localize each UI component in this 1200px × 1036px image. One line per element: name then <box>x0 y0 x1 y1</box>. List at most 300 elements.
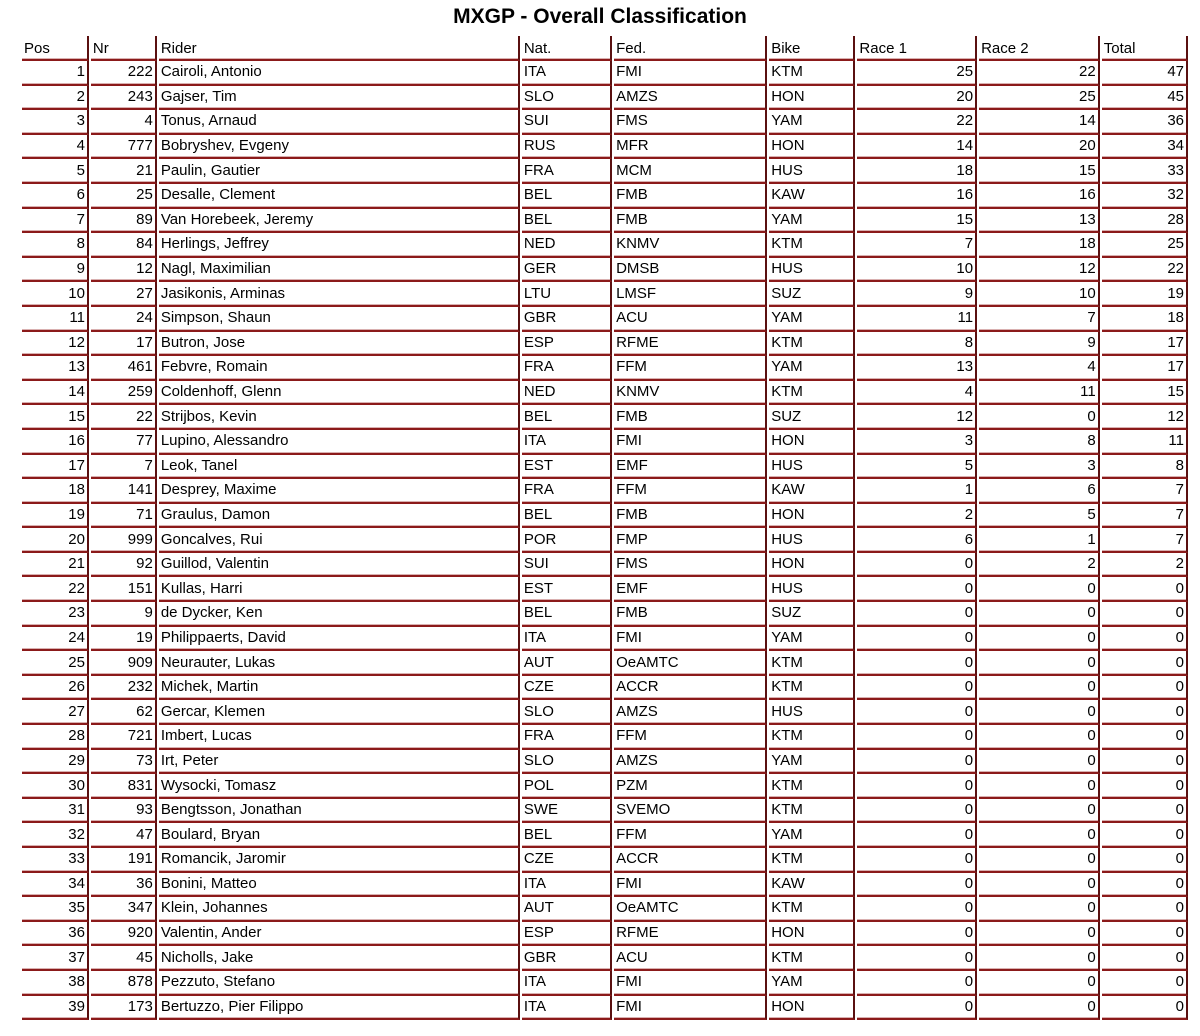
cell-race1: 11 <box>857 307 977 332</box>
cell-total: 0 <box>1102 971 1188 996</box>
cell-nat: CZE <box>522 848 612 873</box>
cell-race1: 20 <box>857 86 977 111</box>
cell-fed: FMI <box>614 627 767 652</box>
cell-fed: FMS <box>614 110 767 135</box>
table-row <box>22 823 1188 848</box>
cell-race2: 13 <box>979 209 1100 234</box>
cell-nat: NED <box>522 233 612 258</box>
cell-fed: OeAMTC <box>614 897 767 922</box>
cell-race2: 0 <box>979 922 1100 947</box>
column-header-pos: Pos <box>22 36 89 61</box>
cell-fed: ACU <box>614 946 767 971</box>
cell-fed: AMZS <box>614 750 767 775</box>
cell-nat: CZE <box>522 676 612 701</box>
cell-pos: 36 <box>22 922 89 947</box>
table-row <box>22 750 1188 775</box>
cell-total: 15 <box>1102 381 1188 406</box>
cell-rider: Leok, Tanel <box>159 455 520 480</box>
table-row <box>22 799 1188 824</box>
cell-nr: 62 <box>91 700 157 725</box>
cell-nr: 9 <box>91 602 157 627</box>
cell-nr: 45 <box>91 946 157 971</box>
cell-pos: 2 <box>22 86 89 111</box>
cell-race2: 11 <box>979 381 1100 406</box>
cell-race2: 0 <box>979 602 1100 627</box>
cell-fed: FMS <box>614 553 767 578</box>
cell-rider: Valentin, Ander <box>159 922 520 947</box>
cell-nat: AUT <box>522 651 612 676</box>
cell-nr: 77 <box>91 430 157 455</box>
cell-race2: 0 <box>979 700 1100 725</box>
cell-bike: YAM <box>769 209 855 234</box>
cell-pos: 16 <box>22 430 89 455</box>
cell-race1: 0 <box>857 725 977 750</box>
cell-nr: 878 <box>91 971 157 996</box>
cell-bike: HUS <box>769 528 855 553</box>
cell-pos: 3 <box>22 110 89 135</box>
cell-nr: 71 <box>91 504 157 529</box>
cell-bike: KTM <box>769 332 855 357</box>
cell-bike: HON <box>769 135 855 160</box>
cell-nr: 89 <box>91 209 157 234</box>
cell-pos: 34 <box>22 873 89 898</box>
cell-total: 19 <box>1102 282 1188 307</box>
cell-rider: Bengtsson, Jonathan <box>159 799 520 824</box>
cell-nat: SWE <box>522 799 612 824</box>
cell-race1: 0 <box>857 996 977 1021</box>
cell-fed: MCM <box>614 159 767 184</box>
cell-race1: 1 <box>857 479 977 504</box>
cell-race2: 20 <box>979 135 1100 160</box>
cell-pos: 13 <box>22 356 89 381</box>
cell-race2: 0 <box>979 405 1100 430</box>
cell-race2: 7 <box>979 307 1100 332</box>
cell-total: 0 <box>1102 750 1188 775</box>
cell-bike: KTM <box>769 61 855 86</box>
table-row <box>22 996 1188 1021</box>
cell-race2: 5 <box>979 504 1100 529</box>
table-row <box>22 356 1188 381</box>
cell-nr: 151 <box>91 577 157 602</box>
cell-race1: 9 <box>857 282 977 307</box>
cell-race1: 13 <box>857 356 977 381</box>
cell-nat: POL <box>522 774 612 799</box>
cell-race2: 0 <box>979 725 1100 750</box>
cell-pos: 25 <box>22 651 89 676</box>
cell-rider: Kullas, Harri <box>159 577 520 602</box>
cell-nat: SLO <box>522 750 612 775</box>
cell-nat: ITA <box>522 971 612 996</box>
cell-pos: 38 <box>22 971 89 996</box>
cell-bike: YAM <box>769 750 855 775</box>
cell-race1: 0 <box>857 577 977 602</box>
cell-fed: FFM <box>614 725 767 750</box>
cell-rider: Coldenhoff, Glenn <box>159 381 520 406</box>
cell-bike: KTM <box>769 774 855 799</box>
cell-bike: KTM <box>769 381 855 406</box>
cell-race2: 3 <box>979 455 1100 480</box>
table-row <box>22 332 1188 357</box>
cell-pos: 7 <box>22 209 89 234</box>
cell-nr: 36 <box>91 873 157 898</box>
cell-rider: Tonus, Arnaud <box>159 110 520 135</box>
table-row <box>22 553 1188 578</box>
cell-total: 0 <box>1102 577 1188 602</box>
cell-pos: 17 <box>22 455 89 480</box>
cell-bike: KTM <box>769 946 855 971</box>
cell-rider: Bertuzzo, Pier Filippo <box>159 996 520 1021</box>
cell-nat: BEL <box>522 184 612 209</box>
cell-bike: KTM <box>769 651 855 676</box>
page-title: MXGP - Overall Classification <box>453 5 747 28</box>
cell-rider: Boulard, Bryan <box>159 823 520 848</box>
cell-nat: FRA <box>522 725 612 750</box>
cell-rider: Gercar, Klemen <box>159 700 520 725</box>
cell-rider: Cairoli, Antonio <box>159 61 520 86</box>
cell-race2: 0 <box>979 823 1100 848</box>
cell-race2: 0 <box>979 750 1100 775</box>
cell-nat: BEL <box>522 405 612 430</box>
header-row <box>22 36 1188 61</box>
cell-race1: 0 <box>857 922 977 947</box>
cell-race2: 0 <box>979 799 1100 824</box>
cell-bike: HON <box>769 553 855 578</box>
table-row <box>22 627 1188 652</box>
column-header-race2: Race 2 <box>979 36 1100 61</box>
cell-total: 7 <box>1102 504 1188 529</box>
cell-nat: SUI <box>522 110 612 135</box>
cell-total: 22 <box>1102 258 1188 283</box>
cell-rider: Imbert, Lucas <box>159 725 520 750</box>
cell-pos: 9 <box>22 258 89 283</box>
cell-fed: FFM <box>614 823 767 848</box>
cell-pos: 24 <box>22 627 89 652</box>
cell-total: 12 <box>1102 405 1188 430</box>
cell-pos: 39 <box>22 996 89 1021</box>
cell-nr: 93 <box>91 799 157 824</box>
cell-total: 2 <box>1102 553 1188 578</box>
table-row <box>22 848 1188 873</box>
cell-rider: Irt, Peter <box>159 750 520 775</box>
cell-nat: RUS <box>522 135 612 160</box>
cell-race1: 0 <box>857 971 977 996</box>
cell-rider: Desprey, Maxime <box>159 479 520 504</box>
cell-pos: 31 <box>22 799 89 824</box>
cell-pos: 19 <box>22 504 89 529</box>
table-row <box>22 258 1188 283</box>
cell-nat: EST <box>522 577 612 602</box>
cell-nr: 21 <box>91 159 157 184</box>
cell-fed: EMF <box>614 577 767 602</box>
cell-pos: 6 <box>22 184 89 209</box>
cell-nr: 84 <box>91 233 157 258</box>
cell-total: 0 <box>1102 700 1188 725</box>
cell-rider: Simpson, Shaun <box>159 307 520 332</box>
cell-rider: Bobryshev, Evgeny <box>159 135 520 160</box>
cell-nr: 4 <box>91 110 157 135</box>
table-row <box>22 946 1188 971</box>
cell-rider: Guillod, Valentin <box>159 553 520 578</box>
cell-bike: HON <box>769 504 855 529</box>
cell-race1: 0 <box>857 553 977 578</box>
cell-race1: 0 <box>857 700 977 725</box>
cell-pos: 30 <box>22 774 89 799</box>
cell-rider: Philippaerts, David <box>159 627 520 652</box>
cell-nat: BEL <box>522 504 612 529</box>
cell-pos: 8 <box>22 233 89 258</box>
cell-bike: KTM <box>769 848 855 873</box>
cell-rider: Graulus, Damon <box>159 504 520 529</box>
cell-race2: 0 <box>979 848 1100 873</box>
cell-bike: YAM <box>769 971 855 996</box>
column-header-nr: Nr <box>91 36 157 61</box>
cell-nat: ITA <box>522 430 612 455</box>
cell-race1: 5 <box>857 455 977 480</box>
cell-total: 32 <box>1102 184 1188 209</box>
cell-pos: 11 <box>22 307 89 332</box>
cell-race2: 0 <box>979 946 1100 971</box>
table-row <box>22 430 1188 455</box>
column-header-nat: Nat. <box>522 36 612 61</box>
cell-fed: FFM <box>614 479 767 504</box>
cell-nr: 22 <box>91 405 157 430</box>
cell-rider: Gajser, Tim <box>159 86 520 111</box>
cell-fed: ACCR <box>614 848 767 873</box>
cell-total: 7 <box>1102 528 1188 553</box>
cell-nat: POR <box>522 528 612 553</box>
table-row <box>22 577 1188 602</box>
cell-race1: 4 <box>857 381 977 406</box>
cell-fed: FMI <box>614 873 767 898</box>
cell-nat: GBR <box>522 307 612 332</box>
cell-rider: Herlings, Jeffrey <box>159 233 520 258</box>
cell-bike: KTM <box>769 897 855 922</box>
cell-nat: FRA <box>522 159 612 184</box>
table-row <box>22 504 1188 529</box>
cell-rider: Nagl, Maximilian <box>159 258 520 283</box>
table-row <box>22 479 1188 504</box>
cell-rider: Strijbos, Kevin <box>159 405 520 430</box>
cell-nat: FRA <box>522 479 612 504</box>
cell-nat: SUI <box>522 553 612 578</box>
cell-fed: RFME <box>614 332 767 357</box>
cell-bike: HON <box>769 996 855 1021</box>
cell-pos: 14 <box>22 381 89 406</box>
cell-total: 8 <box>1102 455 1188 480</box>
cell-nr: 243 <box>91 86 157 111</box>
cell-bike: HON <box>769 86 855 111</box>
cell-rider: Goncalves, Rui <box>159 528 520 553</box>
cell-fed: FMI <box>614 971 767 996</box>
cell-race1: 0 <box>857 848 977 873</box>
table-row <box>22 405 1188 430</box>
cell-rider: Michek, Martin <box>159 676 520 701</box>
cell-bike: HON <box>769 922 855 947</box>
cell-race2: 15 <box>979 159 1100 184</box>
cell-bike: SUZ <box>769 405 855 430</box>
cell-pos: 37 <box>22 946 89 971</box>
cell-pos: 29 <box>22 750 89 775</box>
cell-fed: LMSF <box>614 282 767 307</box>
cell-race1: 16 <box>857 184 977 209</box>
cell-nat: NED <box>522 381 612 406</box>
cell-total: 0 <box>1102 774 1188 799</box>
table-row <box>22 528 1188 553</box>
cell-race1: 22 <box>857 110 977 135</box>
table-row <box>22 307 1188 332</box>
cell-race2: 0 <box>979 897 1100 922</box>
cell-total: 45 <box>1102 86 1188 111</box>
cell-race1: 6 <box>857 528 977 553</box>
cell-fed: DMSB <box>614 258 767 283</box>
cell-total: 28 <box>1102 209 1188 234</box>
cell-nat: ESP <box>522 332 612 357</box>
cell-race1: 25 <box>857 61 977 86</box>
cell-nr: 222 <box>91 61 157 86</box>
table-row <box>22 651 1188 676</box>
cell-race1: 0 <box>857 774 977 799</box>
cell-race1: 0 <box>857 873 977 898</box>
cell-bike: HUS <box>769 700 855 725</box>
cell-fed: AMZS <box>614 700 767 725</box>
cell-total: 0 <box>1102 651 1188 676</box>
cell-race1: 0 <box>857 602 977 627</box>
column-header-total: Total <box>1102 36 1188 61</box>
cell-nat: ESP <box>522 922 612 947</box>
cell-total: 18 <box>1102 307 1188 332</box>
cell-pos: 20 <box>22 528 89 553</box>
cell-nat: ITA <box>522 873 612 898</box>
cell-total: 0 <box>1102 823 1188 848</box>
cell-race1: 0 <box>857 676 977 701</box>
cell-rider: Paulin, Gautier <box>159 159 520 184</box>
cell-nr: 777 <box>91 135 157 160</box>
cell-race1: 8 <box>857 332 977 357</box>
cell-rider: Lupino, Alessandro <box>159 430 520 455</box>
cell-race1: 15 <box>857 209 977 234</box>
cell-nat: ITA <box>522 61 612 86</box>
cell-nr: 347 <box>91 897 157 922</box>
cell-fed: FMI <box>614 430 767 455</box>
cell-bike: YAM <box>769 356 855 381</box>
cell-bike: HUS <box>769 159 855 184</box>
cell-nat: SLO <box>522 700 612 725</box>
cell-rider: Febvre, Romain <box>159 356 520 381</box>
cell-fed: FMP <box>614 528 767 553</box>
table-row <box>22 135 1188 160</box>
cell-nat: BEL <box>522 209 612 234</box>
cell-total: 0 <box>1102 946 1188 971</box>
cell-fed: KNMV <box>614 233 767 258</box>
cell-rider: Bonini, Matteo <box>159 873 520 898</box>
cell-race2: 12 <box>979 258 1100 283</box>
cell-fed: FMB <box>614 602 767 627</box>
cell-nr: 920 <box>91 922 157 947</box>
cell-rider: Pezzuto, Stefano <box>159 971 520 996</box>
cell-race1: 0 <box>857 651 977 676</box>
cell-race2: 0 <box>979 873 1100 898</box>
cell-pos: 27 <box>22 700 89 725</box>
cell-bike: KAW <box>769 184 855 209</box>
cell-total: 0 <box>1102 922 1188 947</box>
cell-pos: 33 <box>22 848 89 873</box>
table-row <box>22 725 1188 750</box>
cell-fed: EMF <box>614 455 767 480</box>
cell-race1: 7 <box>857 233 977 258</box>
cell-fed: FMB <box>614 184 767 209</box>
cell-pos: 18 <box>22 479 89 504</box>
cell-pos: 26 <box>22 676 89 701</box>
cell-bike: HUS <box>769 577 855 602</box>
table-row <box>22 971 1188 996</box>
classification-table <box>20 36 1190 1020</box>
cell-total: 25 <box>1102 233 1188 258</box>
cell-pos: 35 <box>22 897 89 922</box>
cell-nat: BEL <box>522 823 612 848</box>
cell-bike: SUZ <box>769 282 855 307</box>
cell-nat: GER <box>522 258 612 283</box>
cell-total: 0 <box>1102 897 1188 922</box>
cell-nr: 19 <box>91 627 157 652</box>
cell-total: 0 <box>1102 627 1188 652</box>
cell-race2: 9 <box>979 332 1100 357</box>
cell-total: 0 <box>1102 602 1188 627</box>
cell-fed: ACU <box>614 307 767 332</box>
table-body <box>22 61 1188 1020</box>
cell-race1: 14 <box>857 135 977 160</box>
cell-race2: 1 <box>979 528 1100 553</box>
cell-race1: 0 <box>857 897 977 922</box>
cell-nr: 232 <box>91 676 157 701</box>
cell-pos: 10 <box>22 282 89 307</box>
cell-bike: HUS <box>769 258 855 283</box>
cell-total: 7 <box>1102 479 1188 504</box>
cell-rider: de Dycker, Ken <box>159 602 520 627</box>
cell-pos: 5 <box>22 159 89 184</box>
cell-bike: HON <box>769 430 855 455</box>
cell-fed: RFME <box>614 922 767 947</box>
cell-race1: 0 <box>857 750 977 775</box>
cell-race2: 2 <box>979 553 1100 578</box>
table-row <box>22 922 1188 947</box>
cell-bike: HUS <box>769 455 855 480</box>
cell-total: 0 <box>1102 799 1188 824</box>
cell-race2: 8 <box>979 430 1100 455</box>
cell-rider: Nicholls, Jake <box>159 946 520 971</box>
cell-nr: 12 <box>91 258 157 283</box>
cell-race1: 0 <box>857 799 977 824</box>
cell-race2: 0 <box>979 627 1100 652</box>
cell-nat: ITA <box>522 996 612 1021</box>
cell-race2: 6 <box>979 479 1100 504</box>
cell-rider: Desalle, Clement <box>159 184 520 209</box>
cell-race1: 18 <box>857 159 977 184</box>
cell-race2: 10 <box>979 282 1100 307</box>
cell-bike: YAM <box>769 307 855 332</box>
cell-nat: LTU <box>522 282 612 307</box>
cell-total: 0 <box>1102 725 1188 750</box>
cell-nat: FRA <box>522 356 612 381</box>
cell-race2: 0 <box>979 651 1100 676</box>
cell-nat: EST <box>522 455 612 480</box>
table-row <box>22 602 1188 627</box>
cell-total: 11 <box>1102 430 1188 455</box>
cell-pos: 15 <box>22 405 89 430</box>
table-row <box>22 233 1188 258</box>
cell-bike: KAW <box>769 479 855 504</box>
cell-race1: 12 <box>857 405 977 430</box>
cell-bike: YAM <box>769 823 855 848</box>
